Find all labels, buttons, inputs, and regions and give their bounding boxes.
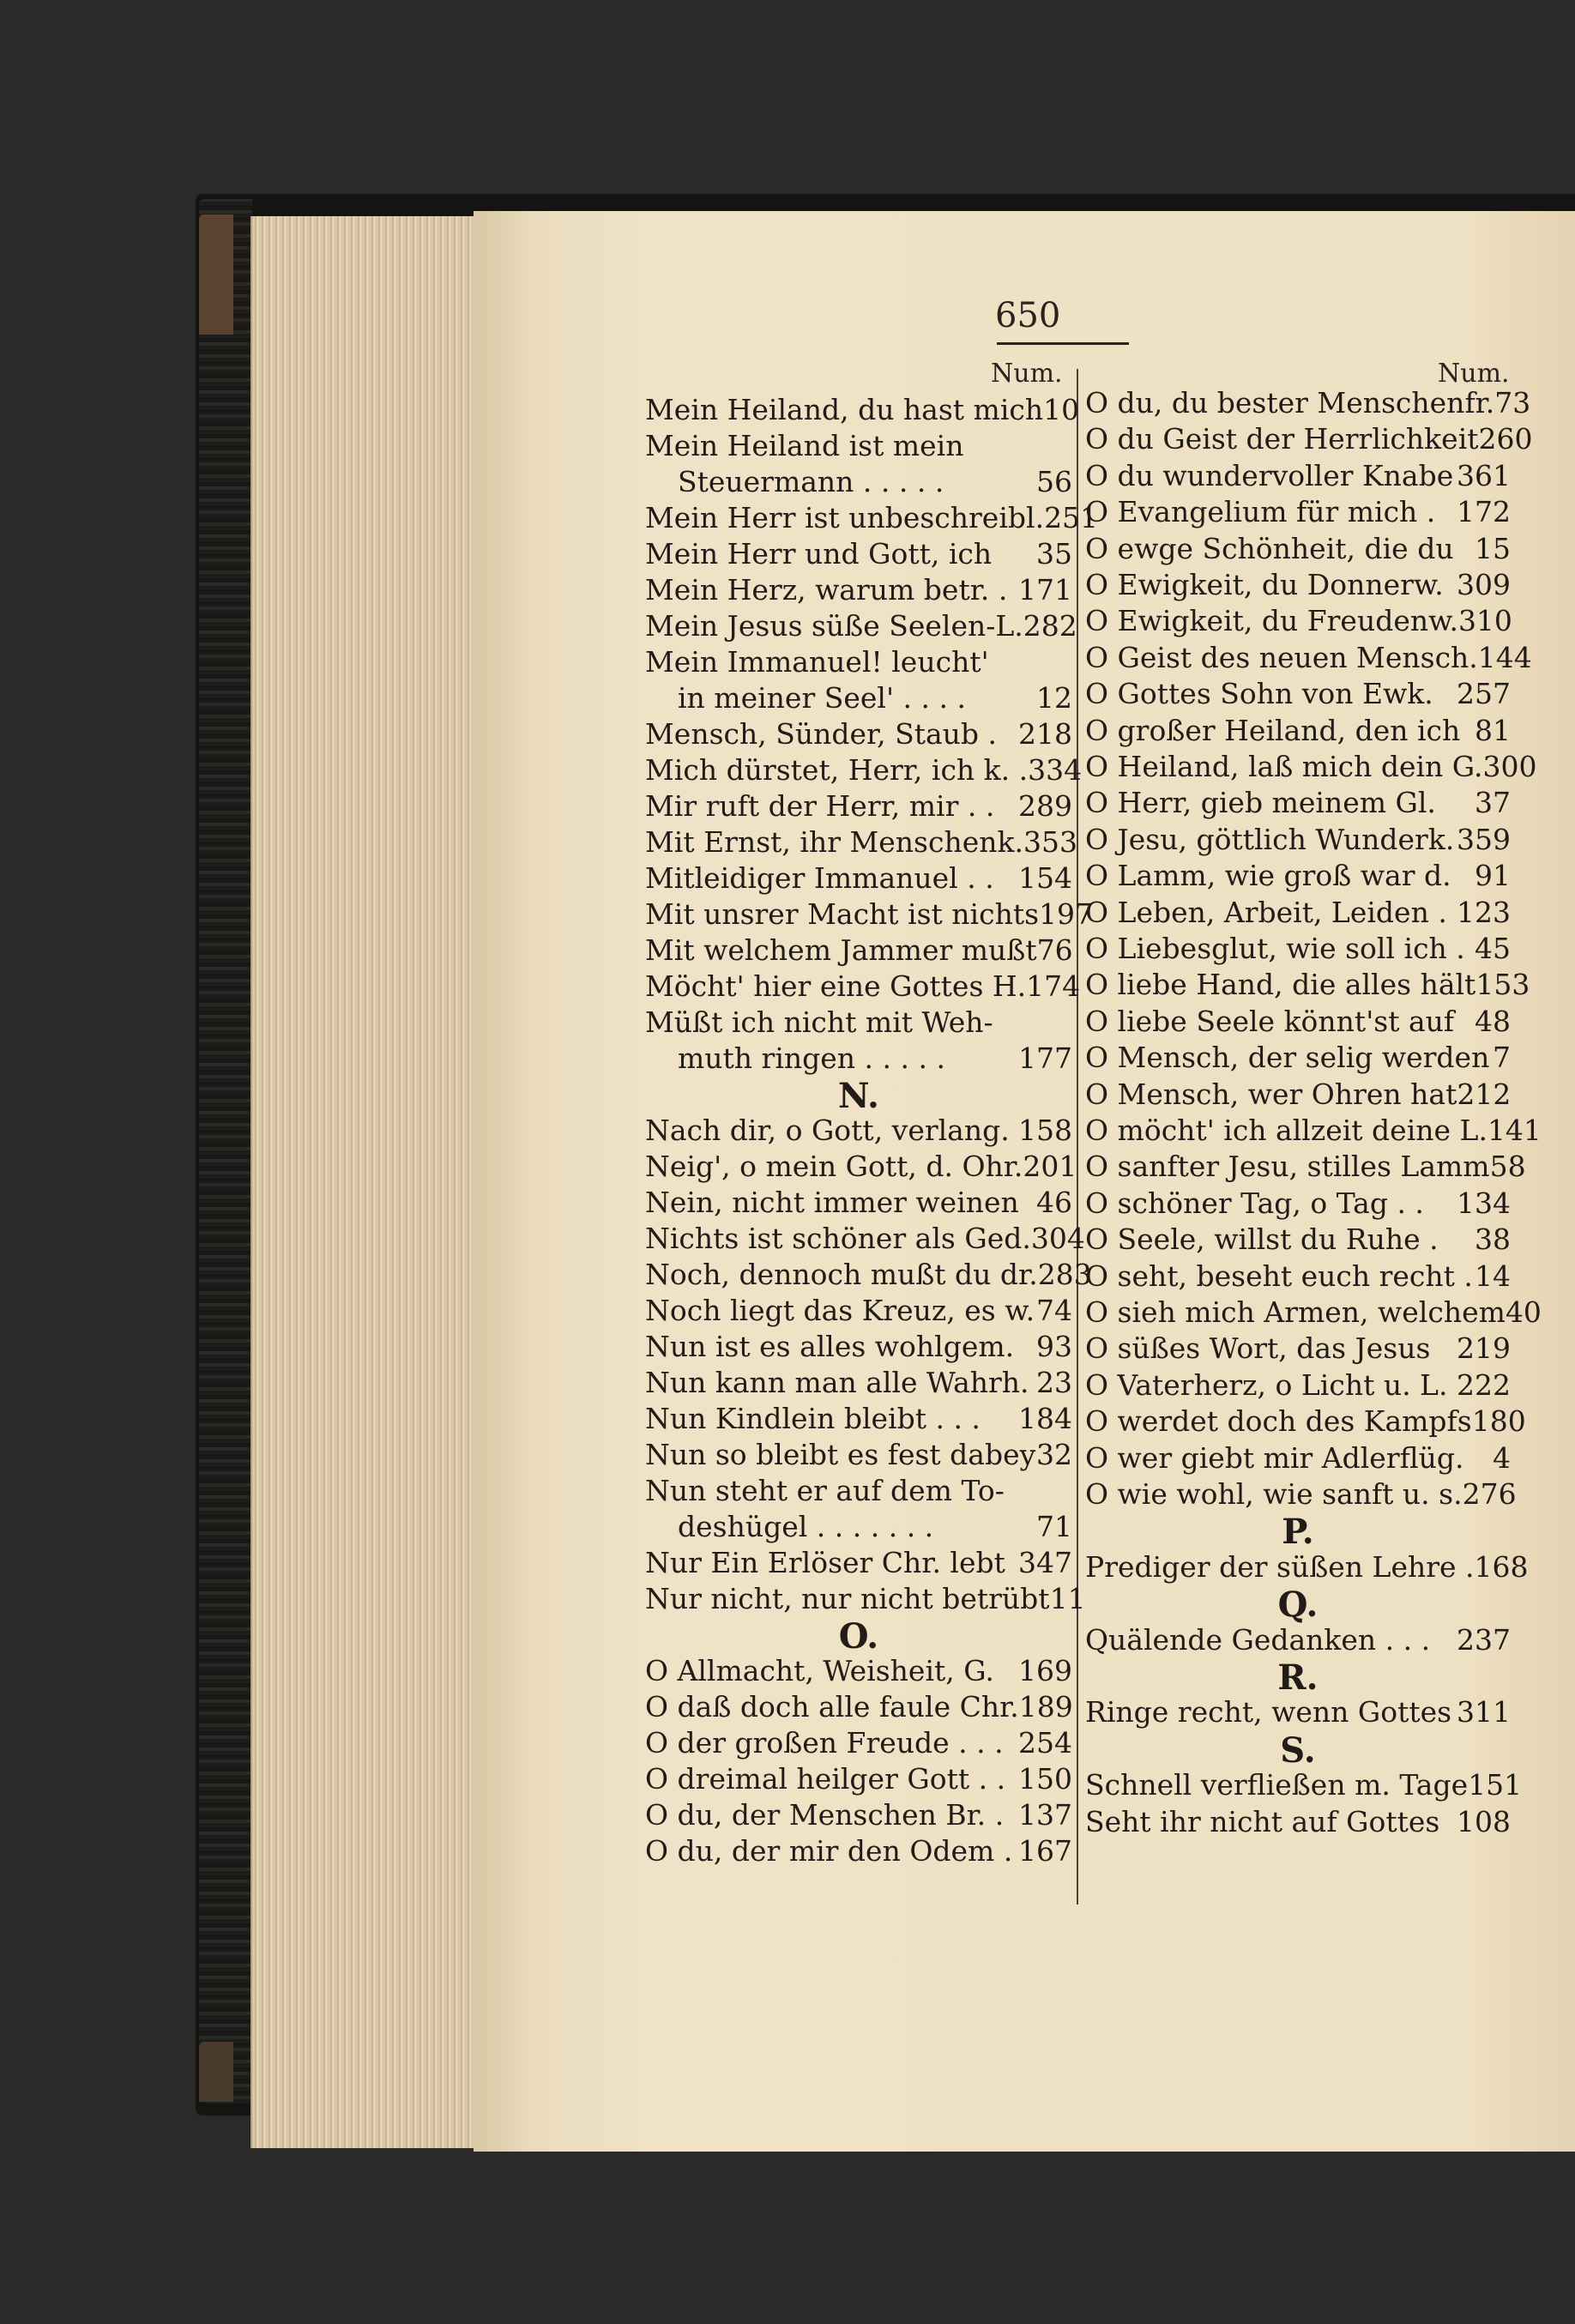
index-entry-title: O möcht' ich allzeit deine L. [1085,1114,1488,1147]
index-entry [1085,968,1530,1002]
index-entry-number: 334 [1028,753,1083,787]
index-entry [645,537,1072,570]
index-entry-title: Mein Herr ist unbeschreibl. [645,501,1045,534]
index-entry-title: O Ewigkeit, du Freudenw. [1085,604,1458,638]
index-entry [1085,604,1511,637]
index-entry-title: Nun so bleibt es fest dabey [645,1438,1036,1471]
index-entry [1085,1295,1542,1329]
index-entry-title: Schnell verfließen m. Tage [1085,1768,1469,1802]
index-entry-number: 283 [1037,1258,1092,1291]
index-entry [1085,714,1511,747]
page-block-edges [250,216,477,2148]
index-entry [1085,1041,1511,1074]
index-entry-title: Seht ihr nicht auf Gottes [1085,1804,1440,1838]
index-entry-title: O sanfter Jesu, stilles Lamm [1085,1150,1490,1184]
index-entry-number: 38 [1475,1222,1511,1257]
index-entry-title: O Liebesglut, wie soll ich . [1085,932,1465,965]
index-entry-number: 45 [1475,932,1511,965]
index-entry-title: O Seele, willst du Ruhe . [1085,1222,1439,1257]
index-entry [1085,1150,1526,1184]
index-entry-title: O süßes Wort, das Jesus [1085,1331,1431,1366]
index-entry-number: 74 [1036,1294,1072,1327]
index-entry [645,1294,1072,1327]
index-entry-title: Nein, nicht immer weinen [645,1186,1019,1219]
index-entry-title: O Vaterherz, o Licht u. L. [1085,1367,1448,1402]
index-entry-number: 254 [1018,1726,1072,1760]
index-entry [1085,1805,1511,1838]
index-entry-number: 10 [1043,393,1080,426]
index-entry-title: O der großen Freude . . . [645,1726,1004,1760]
index-entry [1085,532,1511,565]
index-entry-title: O Mensch, der selig werden [1085,1041,1490,1075]
index-entry [645,1654,1072,1687]
index-entry-title: O Geist des neuen Mensch. [1085,640,1478,674]
index-entry [1085,823,1511,856]
index-entry-title: O Ewigkeit, du Donnerw. [1085,568,1444,601]
section-letter-heading: Q. [1277,1585,1319,1626]
index-entry [645,1258,1092,1291]
index-entry-title: Mit unsrer Macht ist nichts [645,897,1040,931]
index-entry-title: Möcht' hier eine Gottes H. [645,969,1027,1003]
index-entry-title: O Evangelium für mich . [1085,495,1436,529]
index-entry-number: 158 [1018,1114,1072,1147]
index-entry-number: 4 [1493,1440,1511,1475]
index-entry-number: 353 [1023,825,1077,859]
index-entry-title: Mir ruft der Herr, mir . . [645,789,995,823]
index-entry-number: 189 [1018,1690,1073,1723]
index-entry [645,1834,1072,1868]
index-entry [645,465,1072,498]
index-entry [645,609,1077,643]
index-entry-title: O daß doch alle faule Chr. [645,1690,1019,1723]
index-entry-number: 32 [1036,1438,1072,1471]
index-entry-number: 35 [1036,537,1072,570]
index-entry-number: 169 [1018,1654,1072,1687]
index-entry [1085,1441,1511,1475]
index-entry-number: 251 [1044,501,1099,534]
index-entry-title: in meiner Seel' . . . . [678,681,966,715]
index-entry-title: Mensch, Sünder, Staub . [645,717,998,751]
index-entry-number: 222 [1457,1367,1511,1402]
page-number-rule [997,342,1129,345]
index-entry-number: 154 [1018,861,1072,895]
index-entry-number: 218 [1018,717,1072,751]
index-entry-number: 260 [1478,422,1533,456]
index-entry-title: Mein Jesus süße Seelen-L. [645,609,1023,643]
index-entry-title: muth ringen . . . . . [678,1041,945,1075]
index-entry-title: Mich dürstet, Herr, ich k. . [645,753,1029,787]
index-entry-title: O Heiland, laß mich dein G. [1085,750,1483,783]
index-entry [645,1726,1072,1760]
index-entry-number: 201 [1023,1150,1077,1183]
index-entry [1085,1114,1542,1147]
index-entry-title: O du, der mir den Odem . [645,1834,1013,1868]
index-entry [1085,786,1511,819]
index-entry [1085,1259,1511,1293]
index-entry-title: Mit Ernst, ihr Menschenk. [645,825,1023,859]
index-entry-title: Noch, dennoch mußt du dr. [645,1258,1038,1291]
index-entry-title: Neig', o mein Gott, d. Ohr. [645,1150,1023,1183]
index-entry-number: 219 [1457,1331,1511,1366]
index-entry-number: 151 [1468,1768,1523,1802]
index-entry [645,1546,1072,1579]
index-entry-title: O Herr, gieb meinem Gl. [1085,786,1436,820]
index-entry [1085,1695,1511,1729]
index-entry-number: 237 [1457,1622,1511,1657]
index-entry [1085,677,1511,710]
index-entry-title: Mein Heiland, du hast mich [645,393,1044,426]
index-entry-number: 172 [1457,495,1511,529]
index-entry [645,1510,1072,1543]
index-entry-number: 46 [1036,1186,1072,1219]
index-entry [645,1474,1072,1507]
index-entry-number: 177 [1018,1041,1072,1075]
index-entry-title: O schöner Tag, o Tag . . [1085,1186,1424,1220]
index-entry-title: O du, du bester Menschenfr. [1085,386,1495,420]
index-entry-number: 40 [1505,1295,1542,1329]
index-entry [645,1222,1085,1255]
index-entry-number: 71 [1036,1510,1072,1543]
index-entry [1085,750,1537,783]
index-entry-title: Nur Ein Erlöser Chr. lebt [645,1546,1005,1579]
index-entry-number: 93 [1036,1330,1072,1363]
index-entry-number: 309 [1457,568,1511,601]
index-entry-title: Prediger der süßen Lehre . [1085,1549,1475,1584]
index-entry-title: O du wundervoller Knabe [1085,458,1454,492]
index-entry-title: O ewge Schönheit, die du [1085,531,1454,565]
index-entry-title: Nun Kindlein bleibt . . . [645,1402,981,1435]
index-entry-number: 134 [1457,1186,1511,1220]
index-entry-number: 141 [1487,1114,1542,1147]
index-entry-number: 153 [1475,968,1530,1002]
index-entry-title: Mein Herz, warum betr. . [645,573,1008,607]
index-entry-number: 123 [1457,895,1511,929]
index-entry [645,1366,1072,1399]
index-entry [645,1005,1072,1039]
section-letter-heading: R. [1277,1657,1319,1698]
index-entry-number: 81 [1475,713,1511,747]
index-entry [1085,459,1511,492]
right-column-header: Num. [1438,359,1510,389]
index-entry [1085,568,1511,601]
index-entry [645,501,1099,534]
index-entry-title: O sieh mich Armen, welchem [1085,1295,1506,1329]
index-entry-title: Mein Herr und Gott, ich [645,537,993,570]
index-entry [645,1402,1072,1435]
index-entry [645,825,1077,859]
index-entry-title: O Mensch, wer Ohren hat [1085,1077,1457,1111]
index-entry [645,753,1083,787]
index-entry [1085,932,1511,965]
index-entry-title: O Leben, Arbeit, Leiden . [1085,895,1447,929]
index-entry-number: 304 [1030,1222,1085,1255]
index-entry-number: 361 [1457,458,1511,492]
index-entry-number: 76 [1036,933,1073,967]
index-entry [645,573,1072,607]
index-entry-number: 91 [1475,859,1511,893]
index-entry-title: Quälende Gedanken . . . [1085,1622,1431,1657]
index-entry [645,1690,1072,1723]
index-entry-number: 257 [1457,677,1511,711]
index-entry [645,429,1072,462]
index-entry-title: O du Geist der Herrlichkeit [1085,422,1479,456]
section-letter-heading: O. [838,1616,879,1657]
index-entry [1085,896,1511,929]
index-entry [645,1186,1072,1219]
index-entry-title: Müßt ich nicht mit Weh- [645,1005,993,1039]
section-letter-heading: P. [1282,1512,1314,1553]
index-entry-title: O wie wohl, wie sanft u. s. [1085,1477,1463,1511]
index-entry-title: Noch liegt das Kreuz, es w. [645,1294,1035,1327]
index-entry-number: 11 [1049,1582,1086,1615]
index-entry-number: 37 [1475,786,1511,820]
index-entry [645,933,1072,967]
index-entry-number: 48 [1475,1004,1511,1038]
index-entry [1085,1768,1523,1802]
index-entry [645,789,1072,823]
index-entry [645,861,1072,895]
index-entry-number: 180 [1471,1404,1526,1439]
index-entry-title: Steuermann . . . . . [678,465,944,498]
index-entry-title: O Jesu, göttlich Wunderk. [1085,822,1455,856]
index-entry [645,1330,1072,1363]
book-spine-edge [199,199,252,2104]
index-entry-title: Ringe recht, wenn Gottes [1085,1695,1452,1729]
index-entry [645,645,1072,679]
index-entry-title: O liebe Hand, die alles hält [1085,968,1476,1002]
cover-leather-corner-top [199,214,233,335]
index-entry [645,681,1072,715]
index-entry [645,1762,1072,1796]
index-entry-number: 12 [1036,681,1072,715]
index-entry-title: O Gottes Sohn von Ewk. [1085,677,1433,711]
index-entry [645,393,1080,426]
index-entry [1085,1477,1517,1511]
index-entry-title: Nur nicht, nur nicht betrübt [645,1582,1050,1615]
cover-leather-corner-bottom [199,2042,233,2102]
index-entry-number: 58 [1489,1150,1526,1184]
index-entry [1085,640,1532,674]
index-entry-title: O dreimal heilger Gott . . [645,1762,1006,1796]
index-entry-number: 14 [1475,1259,1511,1293]
index-entry-number: 289 [1018,789,1072,823]
index-entry [1085,1404,1526,1439]
index-entry-number: 174 [1026,969,1081,1003]
section-letter-heading: N. [838,1076,879,1116]
index-entry-title: O Lamm, wie groß war d. [1085,859,1451,893]
index-entry-number: 167 [1018,1834,1072,1868]
index-entry [1085,1549,1529,1584]
index-entry-number: 144 [1477,640,1532,674]
index-entry [645,1114,1072,1147]
index-entry-number: 347 [1018,1546,1072,1579]
index-entry-title: O großer Heiland, den ich [1085,713,1461,747]
index-entry-title: Nun kann man alle Wahrh. [645,1366,1029,1399]
index-entry-title: O wer giebt mir Adlerflüg. [1085,1440,1464,1475]
index-entry [645,1438,1072,1471]
index-entry-title: O liebe Seele könnt'st auf [1085,1004,1455,1038]
index-entry [1085,1186,1511,1220]
index-entry-number: 311 [1457,1695,1511,1729]
index-entry [1085,1077,1511,1111]
index-entry [1085,1222,1511,1256]
index-entry [1085,859,1511,892]
index-entry-number: 56 [1036,465,1072,498]
index-entry [1085,422,1533,456]
index-entry-title: O Allmacht, Weisheit, G. [645,1654,994,1687]
page-number: 650 [995,296,1061,335]
index-entry-number: 171 [1018,573,1072,607]
index-entry [1085,1005,1511,1038]
index-entry [645,897,1094,931]
index-entry-title: Nichts ist schöner als Ged. [645,1222,1031,1255]
index-entry [645,1041,1072,1075]
index-entry-number: 137 [1018,1798,1072,1832]
index-entry [1085,1623,1511,1657]
index-entry-title: Mein Heiland ist mein [645,429,964,462]
index-entry-number: 310 [1457,604,1512,638]
index-entry [1085,495,1511,528]
index-entry-number: 212 [1457,1077,1512,1111]
index-entry-number: 7 [1493,1041,1511,1075]
index-entry-number: 300 [1482,750,1537,783]
index-entry [645,1582,1086,1615]
index-entry-number: 168 [1474,1549,1529,1584]
index-entry-number: 108 [1457,1804,1511,1838]
left-column-header: Num. [991,359,1063,389]
index-entry-title: O du, der Menschen Br. . [645,1798,1005,1832]
index-entry-title: O seht, beseht euch recht . [1085,1259,1473,1293]
index-entry [1085,1331,1511,1365]
index-entry-title: Nun ist es alles wohlgem. [645,1330,1015,1363]
index-entry [645,717,1072,751]
index-entry-title: O werdet doch des Kampfs [1085,1404,1472,1439]
index-entry [645,1150,1077,1183]
index-entry-number: 15 [1475,531,1511,565]
index-entry-title: Nun steht er auf dem To- [645,1474,1005,1507]
index-entry-title: Mitleidiger Immanuel . . [645,861,994,895]
index-entry [645,969,1081,1003]
index-entry-number: 282 [1023,609,1077,643]
index-entry-number: 73 [1494,386,1531,420]
index-entry-title: deshügel . . . . . . . [678,1510,934,1543]
index-entry [645,1798,1072,1832]
index-entry-number: 197 [1039,897,1094,931]
index-entry-title: Mein Immanuel! leucht' [645,645,989,679]
index-entry-title: Mit welchem Jammer mußt [645,933,1037,967]
index-entry [1085,1368,1511,1402]
index-entry-title: Nach dir, o Gott, verlang. [645,1114,1010,1147]
section-letter-heading: S. [1280,1729,1316,1771]
index-entry-number: 150 [1018,1762,1072,1796]
index-entry-number: 184 [1018,1402,1072,1435]
column-divider [1077,369,1078,1904]
index-entry-number: 23 [1036,1366,1072,1399]
index-entry [1085,386,1531,420]
index-entry-number: 359 [1457,822,1511,856]
index-entry-number: 276 [1462,1477,1517,1511]
